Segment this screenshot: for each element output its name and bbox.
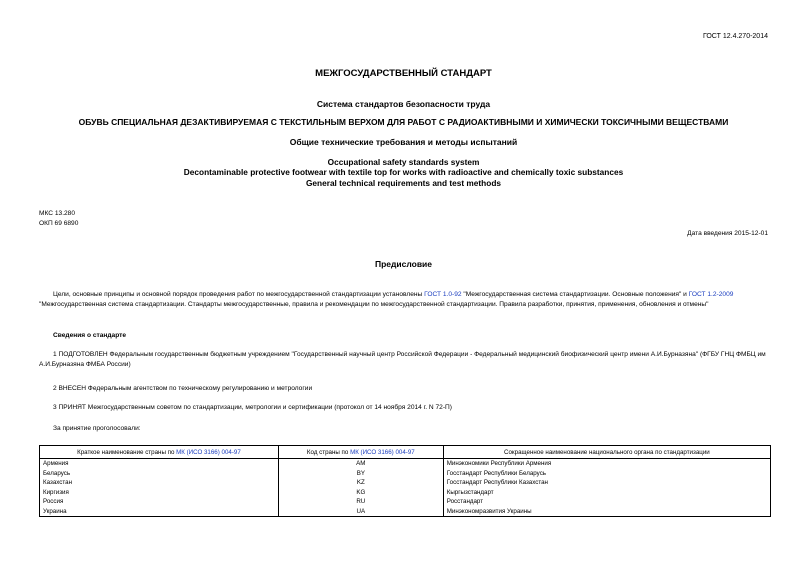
code-cell: UA [278, 507, 443, 517]
english-subtitle: General technical requirements and test methods [305, 178, 502, 188]
gost-1-0-92-link[interactable]: ГОСТ 1.0-92 [424, 291, 462, 298]
country-cell: Армения [40, 459, 279, 469]
table-row [40, 459, 771, 469]
okp-code: ОКП 69 6890 [39, 220, 79, 227]
country-cell: Россия [40, 497, 279, 507]
column-header-code [278, 446, 443, 459]
table-row [40, 488, 771, 498]
code-cell: KG [278, 488, 443, 498]
preface-paragraph [39, 290, 770, 310]
voted-label: За принятие проголосовали: [53, 425, 141, 432]
table-row [40, 507, 771, 517]
country-cell: Беларусь [40, 469, 279, 479]
standards-body-cell: Минэкономразвития Украины [443, 507, 770, 517]
preface-text-a: Цели, основные принципы и основной порядок проведения работ по межгосударственной стандартизации установлены [53, 291, 425, 298]
code-cell: KZ [278, 478, 443, 488]
country-cell: Казахстан [40, 478, 279, 488]
code-cell: AM [278, 459, 443, 469]
standards-body-cell: Госстандарт Республики Казахстан [443, 478, 770, 488]
mk-iso-3166-link[interactable]: МК (ИСО 3166) 004-97 [350, 448, 415, 456]
gost-1-2-2009-link[interactable]: ГОСТ 1.2-2009 [688, 291, 734, 298]
code-cell: BY [278, 469, 443, 479]
english-title: Decontaminable protective footwear with textile top for works with radioactive and chemically toxic substances [183, 167, 624, 177]
document-subtitle: Общие технические требования и методы испытаний [289, 137, 518, 147]
standard-info-heading: Сведения о стандарте [53, 332, 127, 339]
standards-body-cell: Росстандарт [443, 497, 770, 507]
mks-code: МКС 13.280 [39, 210, 76, 217]
standards-body-cell: Госстандарт Республики Беларусь [443, 469, 770, 479]
column-header-country-text: Краткое наименование страны по [77, 448, 177, 456]
introduced-by-item: 2 ВНЕСЕН Федеральным агентством по техническому регулированию и метрологии [53, 385, 313, 392]
country-cell: Украина [40, 507, 279, 517]
country-cell: Киргизия [40, 488, 279, 498]
document-title: ОБУВЬ СПЕЦИАЛЬНАЯ ДЕЗАКТИВИРУЕМАЯ С ТЕКСТИЛЬНЫМ ВЕРХОМ ДЛЯ РАБОТ С РАДИОАКТИВНЫМИ И ХИМИЧЕСКИ ТОКСИЧНЫМИ ВЕЩЕСТВАМИ [78, 117, 729, 127]
document-code: ГОСТ 12.4.270-2014 [702, 33, 768, 40]
english-series: Occupational safety standards system [327, 157, 480, 167]
series-heading: Система стандартов безопасности труда [316, 99, 491, 109]
table-row [40, 478, 771, 488]
standards-body-cell: Минэкономики Республики Армения [443, 459, 770, 469]
code-cell: RU [278, 497, 443, 507]
table-header-row [40, 446, 771, 459]
preface-text-c: "Межгосударственная система стандартизации. Стандарты межгосударственные, правила и рекомендации по межгосударственной стандартизации. Правила разработки, принятия, применения, обновления и отмены" [39, 301, 709, 308]
prepared-by-item: 1 ПОДГОТОВЛЕН Федеральным государственным бюджетным учреждением "Государственный научный центр Российской Федерации - Федеральный медицинский биофизический центр имени А.И.Бурназяна" (ФГБУ ГНЦ ФМБЦ им А.И.Бурназяна ФМБА России) [39, 351, 766, 368]
preface-text-b: "Межгосударственная система стандартизации. Основные положения" и [461, 291, 689, 298]
voting-countries-table [39, 445, 771, 517]
mk-iso-3166-link[interactable]: МК (ИСО 3166) 004-97 [176, 448, 241, 456]
table-row [40, 497, 771, 507]
adopted-by-item: 3 ПРИНЯТ Межгосударственным советом по стандартизации, метрологии и сертификации (протокол от 14 ноября 2014 г. N 72-П) [53, 404, 452, 411]
column-header-body: Сокращенное наименование национального органа по стандартизации [443, 446, 770, 459]
column-header-country [40, 446, 279, 459]
introduction-date: Дата введения 2015-12-01 [687, 230, 768, 237]
standard-type-heading: МЕЖГОСУДАРСТВЕННЫЙ СТАНДАРТ [315, 68, 492, 79]
column-header-code-text: Код страны по [306, 448, 351, 456]
standards-body-cell: Кыргызстандарт [443, 488, 770, 498]
preface-heading: Предисловие [374, 259, 433, 269]
table-row [40, 469, 771, 479]
